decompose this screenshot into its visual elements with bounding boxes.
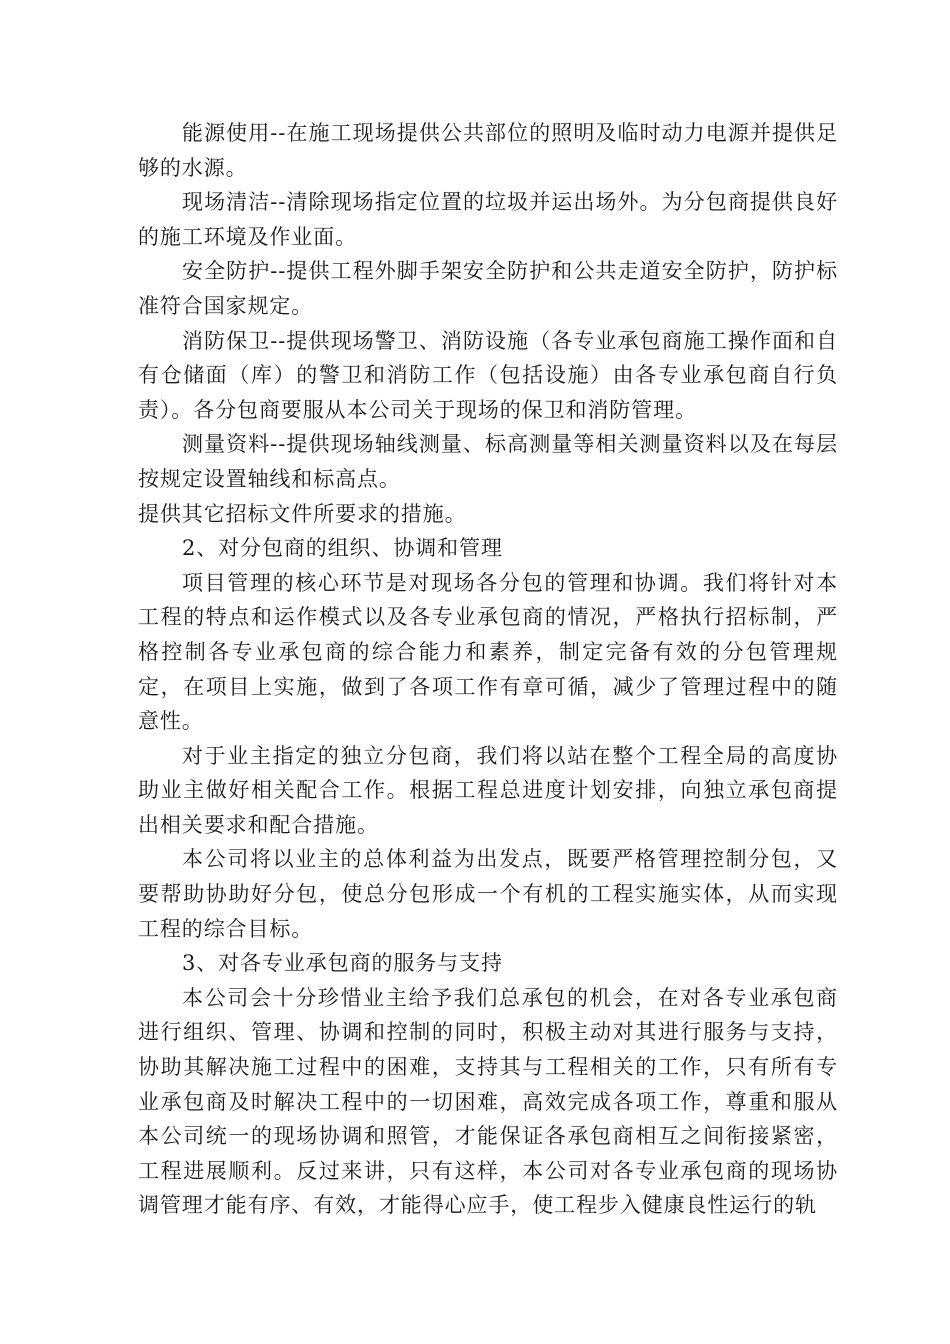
paragraph-management-core: 项目管理的核心环节是对现场各分包的管理和协调。我们将针对本工程的特点和运作模式以及各专业承包商的情况，严格执行招标制，严格控制各专业承包商的综合能力和素养，制定完备有效的分包管理规定，在项目上实施，做到了各项工作有章可循，减少了管理过程中的随意性。 — [138, 570, 838, 734]
paragraph-overall-interest: 本公司将以业主的总体利益为出发点，既要严格管理控制分包，又要帮助协助好分包，使总分包形成一个有机的工程实施实体，从而实现工程的综合目标。 — [138, 847, 838, 941]
paragraph-service-support: 本公司会十分珍惜业主给予我们总承包的机会，在对各专业承包商进行组织、管理、协调和控制的同时，积极主动对其进行服务与支持，协助其解决施工过程中的困难，支持其与工程相关的工作，只有所有专业承包商及时解决工程中的一切困难，高效完成各项工作，尊重和服从本公司统一的现场协调和照管，才能保证各承包商相互之间衔接紧密，工程进展顺利。反过来讲，只有这样，本公司对各专业承包商的现场协调管理才能有序、有效，才能得心应手，使工程步入健康良性运行的轨 — [138, 985, 838, 1218]
section-heading-service-support: 3、对各专业承包商的服务与支持 — [182, 951, 503, 976]
section-heading-subcontractor-management: 2、对分包商的组织、协调和管理 — [182, 536, 503, 561]
paragraph-site-cleaning: 现场清洁--清除现场指定位置的垃圾并运出场外。为分包商提供良好的施工环境及作业面。 — [138, 190, 838, 249]
document-body — [138, 116, 838, 1223]
paragraph-fire-security: 消防保卫--提供现场警卫、消防设施（各专业承包商施工操作面和自有仓储面（库）的警卫和消防工作（包括设施）由各专业承包商自行负责）。各分包商要服从本公司关于现场的保卫和消防管理。 — [138, 328, 838, 422]
paragraph-other-measures: 提供其它招标文件所要求的措施。 — [138, 501, 467, 526]
paragraph-energy-use: 能源使用--在施工现场提供公共部位的照明及临时动力电源并提供足够的水源。 — [138, 121, 838, 180]
paragraph-safety-protection: 安全防护--提供工程外脚手架安全防护和公共走道安全防护，防护标准符合国家规定。 — [138, 259, 838, 318]
paragraph-survey-data: 测量资料--提供现场轴线测量、标高测量等相关测量资料以及在每层按规定设置轴线和标高点。 — [138, 432, 838, 491]
paragraph-independent-subcontractor: 对于业主指定的独立分包商，我们将以站在整个工程全局的高度协助业主做好相关配合工作。根据工程总进度计划安排，向独立承包商提出相关要求和配合措施。 — [138, 743, 838, 837]
